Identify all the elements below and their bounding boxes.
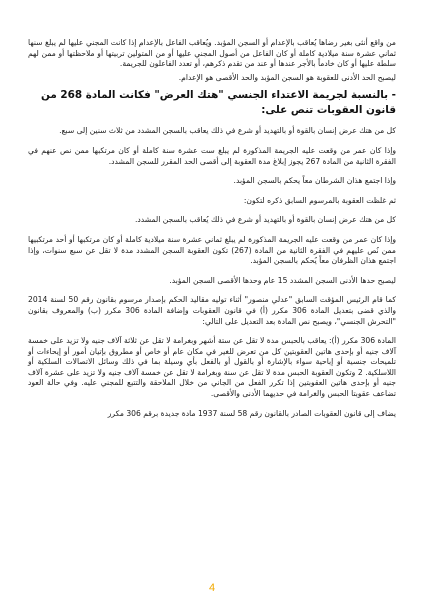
document-body [28, 38, 396, 424]
paragraph-amended-base: كل من هتك عرض إنسان بالقوة أو بالتهديد أو شرع في ذلك يُعاقب بالسجن المشدد. [134, 215, 396, 225]
paragraph-rape-summary: ليصبح الحد الأدنى للعقوبة هو السجن المؤبد والحد الأقصى هو الإعدام. [178, 72, 396, 82]
page-number: 4 [208, 582, 216, 594]
section-heading-article-268: - بالنسبة لجريمة الاعتداء الجنسي "هتك العرض" فكانت المادة 268 من قانون العقوبات تنص على: [40, 89, 396, 117]
paragraph-article-268-original: كل من هتك عرض إنسان بالقوة أو بالتهديد أو شرع في ذلك يعاقب بالسجن المشدد من ثلاث سنين إلى سبع. [59, 126, 396, 136]
paragraph-article-306b-intro: يضاف إلى قانون العقوبات الصادر بالقانون رقم 58 لسنة 1937 مادة جديدة برقم 306 مكرر [107, 408, 396, 418]
paragraph-article-306a: المادة 306 مكرر (أ): يعاقب بالحبس مدة لا تقل عن ستة أشهر وبغرامة لا تقل عن ثلاثة آلاف جنيه ولا تزيد على خمسة آلاف جنيه أو بإحدى هاتين العقوبتين كل من تعرض للغير في مكان عام أو خاص أو مطروق بإتيان أمور أو إيحاءات أو تلميحات جنسية أو إباحية سواء بالإشارة أو بالقول أو بالفعل بأي وسيلة بما في ذلك وسائل الاتصالات السلكية أو اللاسلكية. 2 وتكون العقوبة الحبس مدة لا تقل عن سنة وبغرامة لا تقل عن خمسة آلاف جنيه ولا تزيد على عشرة آلاف جنيه أو بإحدى هاتين العقوبتين إذا تكرر الفعل من الجاني من خلال الملاحقة والتتبع للمجني عليه. وفي حالة العود تضاعف عقوبتا الحبس والغرامة في حديهما الأدنى والأقصى. [28, 336, 396, 399]
paragraph-harassment-law: كما قام الرئيس المؤقت السابق "عدلي منصور" أثناء توليه مقاليد الحكم بإصدار مرسوم بقانون رقم 50 لسنة 2014 والذي قضى بتعديل المادة 306 مكرر (أ) في قانون العقوبات وإضافة المادة 306 مكرر (ب) والمعروف بقانون "التحرش الجنسي"، ويصبح نص المادة بعد التعديل على التالي: [28, 295, 397, 326]
paragraph-amended-aggravated: وإذا كان عمر من وقعت عليه الجريمة المذكورة لم يبلغ ثماني عشرة سنة ميلادية كاملة أو كان مرتكبها أو أحد مرتكبيها ممن نُص عليهم في الفقرة الثانية من المادة (267) تكون العقوبة السجن المشدد مدة لا تقل عن سبع سنوات، وإذا اجتمع هذان الظرفان معاً يُحكم بالسجن المؤبد. [28, 234, 396, 266]
paragraph-both-conditions: وإذا اجتمع هذان الشرطان معاً يحكم بالسجن المؤبد. [233, 176, 396, 186]
paragraph-rape-penalty: من واقع أنثى بغير رضاها يُعاقب بالإعدام أو السجن المؤبد. ويُعاقب الفاعل بالإعدام إذا كانت المجني عليها لم يبلغ سنها ثماني عشرة سنة ميلادية كاملة أو كان الفاعل من أصول المجني عليها أو من المتولين تربيتها أو ملاحظتها أو ممن لهم سلطة عليها أو كان خادماً بالأجر عندها أو عند من تقدم ذكرهم، أو تعدد الفاعلون للجريمة. [28, 38, 396, 69]
paragraph-article-268-aggravated: وإذا كان عمر من وقعت عليه الجريمة المذكورة لم يبلغ ست عشرة سنة كاملة أو كان مرتكبها ممن نص عنهم في الفقرة الثانية من المادة 267 يجوز إبلاغ مدة العقوبة إلى أقصى الحد المقرر للسجن المشدد. [28, 145, 396, 166]
paragraph-decree-amendment: ثم غلظت العقوبة بالمرسوم السابق ذكره لتكون: [243, 195, 396, 205]
paragraph-amended-summary: ليصبح حدها الأدنى السجن المشدد 15 عام وحدها الأقصى السجن المؤبد. [169, 275, 396, 285]
